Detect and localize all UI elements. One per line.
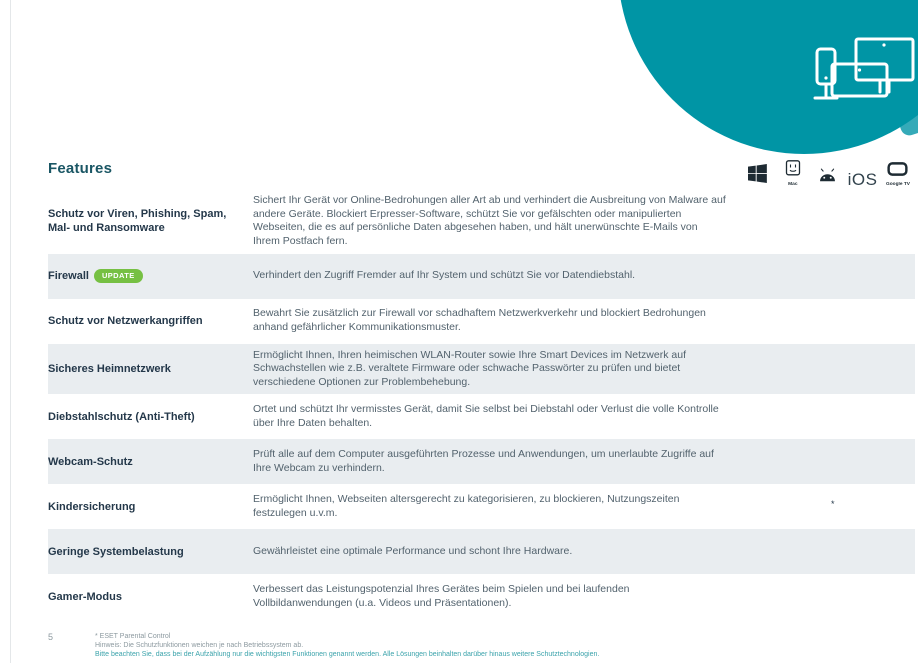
feature-name bbox=[48, 314, 253, 328]
platform-column-googletv bbox=[883, 162, 913, 189]
table-row bbox=[48, 484, 915, 529]
support-cell bbox=[740, 259, 775, 294]
google-tv-icon bbox=[887, 162, 908, 181]
platform-label: Mac bbox=[787, 182, 798, 187]
support-cell bbox=[775, 579, 810, 614]
feature-name bbox=[48, 410, 253, 424]
support-cell bbox=[740, 349, 775, 390]
page-title: Features bbox=[48, 160, 113, 177]
support-cell bbox=[845, 194, 880, 249]
feature-name-label: Schutz vor Netzwerkangriffen bbox=[48, 314, 203, 327]
feature-name-label: Kindersicherung bbox=[48, 500, 136, 513]
support-cell bbox=[845, 304, 880, 339]
footnotes bbox=[95, 632, 599, 659]
update-badge: UPDATE bbox=[94, 269, 143, 283]
support-cell bbox=[845, 534, 880, 569]
table-row bbox=[48, 189, 915, 254]
ios-icon: iOS bbox=[847, 170, 878, 189]
support-cell bbox=[810, 259, 845, 294]
support-cell bbox=[845, 349, 880, 390]
support-cell bbox=[775, 444, 810, 479]
support-cell bbox=[880, 489, 915, 524]
support-cell bbox=[880, 399, 915, 434]
platform-column-android bbox=[817, 168, 838, 189]
support-cell bbox=[810, 444, 845, 479]
feature-name-label: Firewall bbox=[48, 269, 89, 282]
feature-description: Sichert Ihr Gerät vor Online-Bedrohungen aller Art ab und verhindert die Ausbreitung von Malware auf andere Geräte. Blockiert Erpresser-Software, schützt Sie vor gefälschten oder manipulierten Webseiten, die es auf persönliche Daten abgesehen haben, und hält unerwünschte E-Mails von Ihrem Postfach fern. bbox=[253, 194, 726, 247]
support-cell bbox=[775, 534, 810, 569]
feature-name-label: Diebstahlschutz (Anti-Theft) bbox=[48, 410, 195, 423]
support-cell bbox=[880, 259, 915, 294]
feature-name-label: Geringe Systembelastung bbox=[48, 545, 184, 558]
support-cell bbox=[880, 304, 915, 339]
support-cell bbox=[810, 534, 845, 569]
feature-description: Gewährleistet eine optimale Performance und schont Ihre Hardware. bbox=[253, 545, 573, 558]
table-row bbox=[48, 529, 915, 574]
feature-description: Verhindert den Zugriff Fremder auf Ihr System und schützt Sie vor Datendiebstahl. bbox=[253, 269, 636, 282]
feature-name bbox=[48, 500, 253, 514]
support-cell bbox=[740, 304, 775, 339]
support-cell bbox=[810, 579, 845, 614]
support-cell bbox=[845, 259, 880, 294]
support-cell bbox=[740, 534, 775, 569]
feature-name-label: Sicheres Heimnetzwerk bbox=[48, 362, 171, 375]
table-row bbox=[48, 254, 915, 299]
feature-name bbox=[48, 590, 253, 604]
footnote-line: Bitte beachten Sie, dass bei der Aufzählung nur die wichtigsten Funktionen genannt werden. Alle Lösungen beinhalten darüber hinaus weitere Schutztechnologien. bbox=[95, 651, 600, 658]
table-row bbox=[48, 394, 915, 439]
feature-name-label: Schutz vor Viren, Phishing, Spam, Mal- und Ransomware bbox=[48, 207, 227, 235]
support-cell bbox=[845, 489, 880, 524]
support-cell bbox=[740, 444, 775, 479]
multi-device-icon bbox=[810, 34, 916, 116]
support-cell bbox=[845, 444, 880, 479]
mac-icon bbox=[785, 160, 801, 181]
support-cell bbox=[775, 489, 810, 524]
feature-table bbox=[48, 189, 915, 619]
platform-column-windows bbox=[748, 164, 767, 189]
feature-description: Bewahrt Sie zusätzlich zur Firewall vor schadhaftem Netzwerkverkehr und blockiert Bedrohungen anhand gefährlicher Kommunikationsmuster. bbox=[253, 307, 706, 334]
support-cell bbox=[880, 349, 915, 390]
support-cell bbox=[810, 489, 845, 524]
feature-description: Ermöglicht Ihnen, Webseiten altersgerecht zu kategorisieren, zu blockieren, Nutzungszeiten festzulegen u.v.m. bbox=[253, 493, 680, 519]
footnote-asterisk: * bbox=[831, 499, 835, 510]
feature-description: Verbessert das Leistungspotenzial Ihres Gerätes beim Spielen und bei laufenden Vollbildanwendungen (u.a. Videos und Präsentationen). bbox=[253, 583, 630, 609]
platform-header-row bbox=[740, 152, 915, 189]
table-row bbox=[48, 344, 915, 395]
page-edge-line bbox=[10, 0, 11, 663]
support-cell bbox=[775, 304, 810, 339]
support-cell bbox=[740, 489, 775, 524]
support-cell bbox=[810, 194, 845, 249]
feature-name-label: Gamer-Modus bbox=[48, 590, 122, 603]
feature-description: Prüft alle auf dem Computer ausgeführten Prozesse und Anwendungen, um unerlaubte Zugriffe auf Ihre Webcam zu verhindern. bbox=[253, 448, 714, 474]
table-row bbox=[48, 574, 915, 619]
support-cell bbox=[775, 259, 810, 294]
feature-name bbox=[48, 545, 253, 559]
support-cell bbox=[845, 579, 880, 614]
support-cell bbox=[845, 399, 880, 434]
feature-name bbox=[48, 207, 253, 236]
android-icon bbox=[817, 168, 838, 188]
support-cell bbox=[880, 579, 915, 614]
support-cell bbox=[810, 399, 845, 434]
feature-description: Ermöglicht Ihnen, Ihren heimischen WLAN-Router sowie Ihre Smart Devices im Netzwerk auf Schwachstellen wie z.B. veraltete Firmware oder schwache Passwörter zu prüfen und bietet verschiedene Optionen zur Problembehebung. bbox=[253, 348, 686, 388]
table-row bbox=[48, 299, 915, 344]
feature-name bbox=[48, 269, 253, 283]
support-cell bbox=[740, 579, 775, 614]
feature-description: Ortet und schützt Ihr vermisstes Gerät, damit Sie selbst bei Diebstahl oder Verlust die volle Kontrolle über Ihre Daten behalten. bbox=[253, 403, 719, 429]
platform-label: Google TV bbox=[885, 182, 910, 187]
support-cell bbox=[775, 194, 810, 249]
support-cell bbox=[740, 399, 775, 434]
platform-column-ios bbox=[848, 171, 878, 189]
support-cell bbox=[740, 194, 775, 249]
table-row bbox=[48, 439, 915, 484]
support-cell bbox=[775, 349, 810, 390]
support-cell bbox=[810, 349, 845, 390]
support-cell bbox=[810, 304, 845, 339]
feature-name-label: Webcam-Schutz bbox=[48, 455, 133, 468]
feature-name bbox=[48, 455, 253, 469]
footnote-line: Hinweis: Die Schutzfunktionen weichen je nach Betriebssystem ab. bbox=[95, 642, 304, 649]
support-cell bbox=[880, 444, 915, 479]
footnote-line: * ESET Parental Control bbox=[95, 633, 171, 640]
support-cell bbox=[880, 194, 915, 249]
windows-icon bbox=[748, 164, 767, 188]
feature-name bbox=[48, 362, 253, 376]
support-cell bbox=[880, 534, 915, 569]
support-cell bbox=[775, 399, 810, 434]
page-number: 5 bbox=[48, 632, 54, 642]
platform-column-mac bbox=[785, 160, 801, 189]
